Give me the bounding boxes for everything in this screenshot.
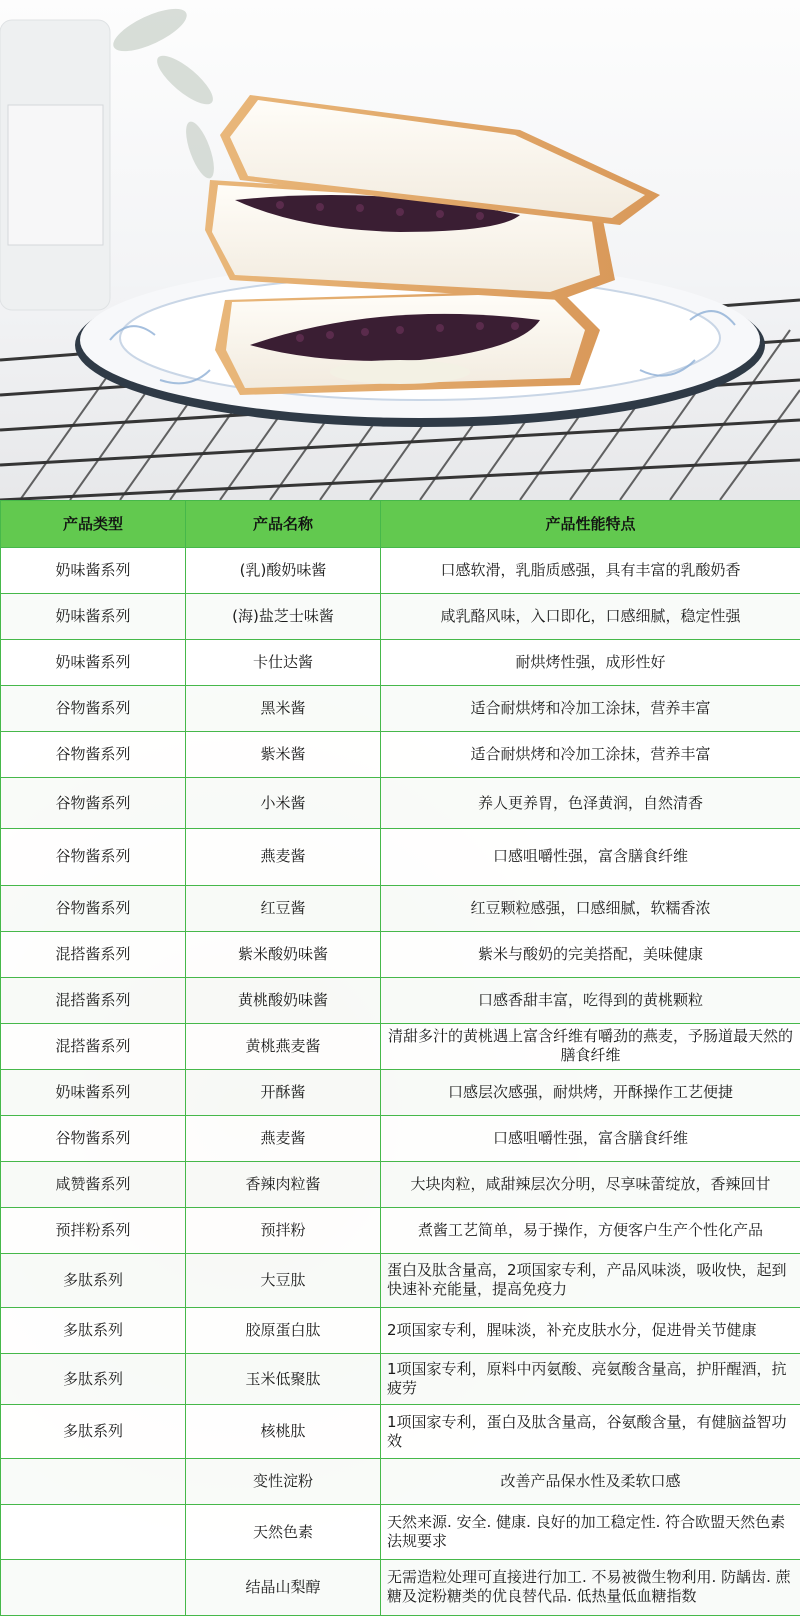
cell-product-feature: 无需造粒处理可直接进行加工. 不易被微生物利用. 防龋齿. 蔗糖及淀粉糖类的优良替代品. 低热量低血糖指数: [381, 1559, 800, 1615]
table-row: [1, 1069, 800, 1115]
table-row: [1, 1115, 800, 1161]
table-row: [1, 1161, 800, 1207]
cell-product-name: 开酥酱: [186, 1069, 381, 1115]
table-header-row: [1, 501, 800, 548]
cell-product-name: 大豆肽: [186, 1253, 381, 1307]
header-name: 产品名称: [186, 501, 381, 548]
cell-product-feature: 口感咀嚼性强，富含膳食纤维: [381, 829, 800, 885]
header-feature: 产品性能特点: [381, 501, 800, 548]
cell-product-feature: 紫米与酸奶的完美搭配，美味健康: [381, 931, 800, 977]
header-type: 产品类型: [1, 501, 186, 548]
cell-product-name: 变性淀粉: [186, 1459, 381, 1505]
cell-product-name: 玉米低聚肽: [186, 1354, 381, 1405]
cell-product-name: (海)盐芝士味酱: [186, 594, 381, 640]
cell-product-name: 天然色素: [186, 1505, 381, 1559]
table-row: [1, 829, 800, 885]
cell-product-feature: 天然来源. 安全. 健康. 良好的加工稳定性. 符合欧盟天然色素法规要求: [381, 1505, 800, 1559]
cell-product-type: [1, 1505, 186, 1559]
cell-product-type: 谷物酱系列: [1, 686, 186, 732]
cell-product-feature: 适合耐烘烤和冷加工涂抹，营养丰富: [381, 732, 800, 778]
table-row: [1, 1253, 800, 1307]
cell-product-type: 混搭酱系列: [1, 1023, 186, 1069]
cell-product-name: 紫米酸奶味酱: [186, 931, 381, 977]
cell-product-name: (乳)酸奶味酱: [186, 548, 381, 594]
cell-product-feature: 蛋白及肽含量高，2项国家专利，产品风味淡，吸收快，起到快速补充能量，提高免疫力: [381, 1253, 800, 1307]
cell-product-name: 小米酱: [186, 778, 381, 829]
cell-product-name: 核桃肽: [186, 1405, 381, 1459]
cell-product-feature: 煮酱工艺简单，易于操作，方便客户生产个性化产品: [381, 1207, 800, 1253]
cell-product-name: 卡仕达酱: [186, 640, 381, 686]
table-row: [1, 1308, 800, 1354]
table-row: [1, 732, 800, 778]
cell-product-type: 谷物酱系列: [1, 732, 186, 778]
cell-product-feature: 2项国家专利，腥味淡，补充皮肤水分，促进骨关节健康: [381, 1308, 800, 1354]
product-table: [0, 500, 800, 1616]
table-body: [1, 548, 800, 1616]
table-row: [1, 594, 800, 640]
cell-product-type: 奶味酱系列: [1, 594, 186, 640]
table-row: [1, 778, 800, 829]
cell-product-name: 胶原蛋白肽: [186, 1308, 381, 1354]
cell-product-type: 谷物酱系列: [1, 829, 186, 885]
cell-product-name: 预拌粉: [186, 1207, 381, 1253]
cell-product-type: 多肽系列: [1, 1253, 186, 1307]
cell-product-type: 奶味酱系列: [1, 640, 186, 686]
table-row: [1, 1559, 800, 1615]
cell-product-feature: 口感香甜丰富，吃得到的黄桃颗粒: [381, 977, 800, 1023]
cell-product-name: 黄桃酸奶味酱: [186, 977, 381, 1023]
hero-photo: [0, 0, 800, 500]
cell-product-feature: 养人更养胃，色泽黄润，自然清香: [381, 778, 800, 829]
cell-product-feature: 口感软滑，乳脂质感强，具有丰富的乳酸奶香: [381, 548, 800, 594]
cell-product-name: 红豆酱: [186, 885, 381, 931]
cell-product-type: 谷物酱系列: [1, 778, 186, 829]
cell-product-type: 谷物酱系列: [1, 1115, 186, 1161]
cell-product-type: 奶味酱系列: [1, 1069, 186, 1115]
cell-product-type: 咸赞酱系列: [1, 1161, 186, 1207]
cell-product-type: [1, 1559, 186, 1615]
cell-product-name: 黄桃燕麦酱: [186, 1023, 381, 1069]
cell-product-feature: 1项国家专利，蛋白及肽含量高，谷氨酸含量，有健脑益智功效: [381, 1405, 800, 1459]
cell-product-type: 混搭酱系列: [1, 977, 186, 1023]
cell-product-type: 多肽系列: [1, 1308, 186, 1354]
cell-product-feature: 耐烘烤性强，成形性好: [381, 640, 800, 686]
table-row: [1, 640, 800, 686]
cell-product-feature: 咸乳酪风味，入口即化，口感细腻，稳定性强: [381, 594, 800, 640]
cell-product-type: 多肽系列: [1, 1405, 186, 1459]
cell-product-feature: 清甜多汁的黄桃遇上富含纤维有嚼劲的燕麦，予肠道最天然的膳食纤维: [381, 1023, 800, 1069]
cell-product-type: 预拌粉系列: [1, 1207, 186, 1253]
table-row: [1, 686, 800, 732]
cell-product-name: 燕麦酱: [186, 829, 381, 885]
table-row: [1, 1505, 800, 1559]
cell-product-name: 黑米酱: [186, 686, 381, 732]
table-row: [1, 885, 800, 931]
cell-product-feature: 1项国家专利，原料中丙氨酸、亮氨酸含量高，护肝醒酒，抗疲劳: [381, 1354, 800, 1405]
cell-product-feature: 改善产品保水性及柔软口感: [381, 1459, 800, 1505]
table-row: [1, 1459, 800, 1505]
cell-product-feature: 口感层次感强，耐烘烤，开酥操作工艺便捷: [381, 1069, 800, 1115]
cell-product-name: 紫米酱: [186, 732, 381, 778]
table-row: [1, 1207, 800, 1253]
table-row: [1, 548, 800, 594]
cell-product-type: 奶味酱系列: [1, 548, 186, 594]
cell-product-feature: 口感咀嚼性强，富含膳食纤维: [381, 1115, 800, 1161]
cell-product-type: 混搭酱系列: [1, 931, 186, 977]
cell-product-name: 香辣肉粒酱: [186, 1161, 381, 1207]
table-row: [1, 977, 800, 1023]
cell-product-type: 多肽系列: [1, 1354, 186, 1405]
table-row: [1, 1023, 800, 1069]
cell-product-feature: 红豆颗粒感强，口感细腻，软糯香浓: [381, 885, 800, 931]
cell-product-name: 结晶山梨醇: [186, 1559, 381, 1615]
cell-product-feature: 大块肉粒，咸甜辣层次分明，尽享味蕾绽放，香辣回甘: [381, 1161, 800, 1207]
cell-product-type: 谷物酱系列: [1, 885, 186, 931]
cell-product-type: [1, 1459, 186, 1505]
table-row: [1, 1354, 800, 1405]
table-row: [1, 1405, 800, 1459]
cell-product-feature: 适合耐烘烤和冷加工涂抹，营养丰富: [381, 686, 800, 732]
cell-product-name: 燕麦酱: [186, 1115, 381, 1161]
table-row: [1, 931, 800, 977]
